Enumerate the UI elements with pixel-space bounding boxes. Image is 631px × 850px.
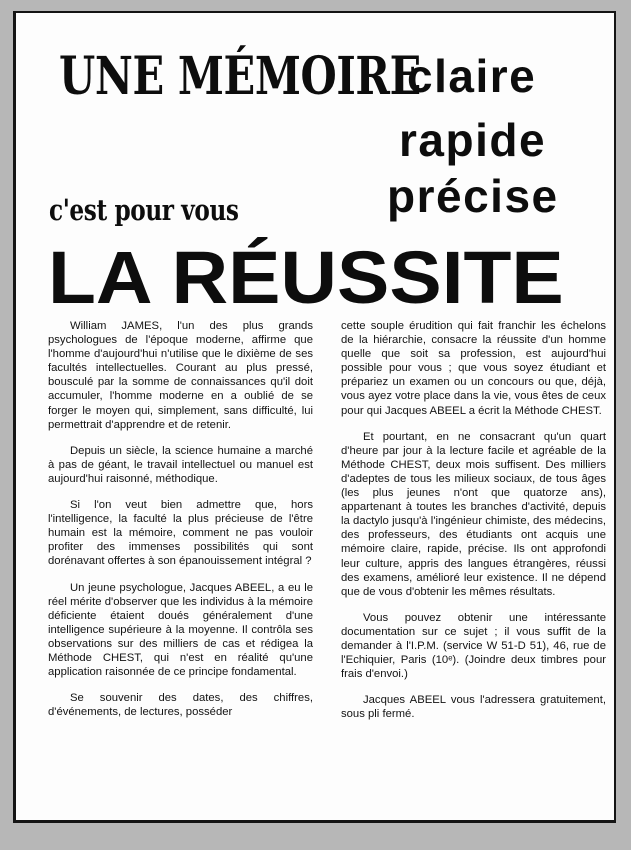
headline-rapide: rapide	[399, 114, 547, 166]
headline-kicker: c'est pour vous	[49, 193, 239, 227]
headline-block	[16, 13, 614, 318]
headline-une-memoire: UNE MÉMOIRE	[59, 46, 421, 107]
left-column	[48, 319, 313, 719]
paragraph: William JAMES, l'un des plus grands psychologues de l'époque moderne, affirme que l'homme d'aujourd'hui n'utilise que le dixième de ses facultés intellectuelles. Courant au plus pressé, bousculé par la somme de connaissances qu'il doit accumuler, l'homme moderne en a oublié de se forger le moyen qui, simplement, sans difficulté, lui permettrait d'apprendre et de retenir.	[48, 320, 313, 431]
advertisement-content	[16, 13, 614, 820]
paragraph: Si l'on veut bien admettre que, hors l'intelligence, la faculté la plus précieuse de l'être humain est la mémoire, comment ne pas vouloir profiter des immenses possibilités qui sont dorénavant offertes à son épanouissement intégral ?	[48, 499, 313, 568]
paragraph: cette souple érudition qui fait franchir les échelons de la hiérarchie, consacre la réussite d'un homme quelle que soit sa profession, est aujourd'hui possible pour vous ; que vous soyez étudiant et prépariez un examen ou un concours ou que, déjà, vous ayez votre place dans la vie, vous êtes de ceux pour qui Jacques ABEEL a écrit la Méthode CHEST.	[341, 320, 606, 417]
paragraph: Et pourtant, en ne consacrant qu'un quart d'heure par jour à la lecture facile et agréable de la Méthode CHEST, deux mois suffisent. Des milliers d'adeptes de tous les milieux sociaux, de tous âges (les plus jeunes n'ont que quatorze ans), appartenant à toutes les branches d'activité, depuis la dactylo jusqu'à l'ingénieur chimiste, des médecins, des professeurs, des étudiants ont acquis une mémoire claire, rapide, précise. Ils ont approfondi leur culture, appris des langues étrangères, réussi des examens, amélioré leur existence. Il ne dépend que de vous d'obtenir les mêmes résultats.	[341, 430, 606, 598]
body-text-block	[16, 319, 614, 820]
paragraph: Depuis un siècle, la science humaine a marché à pas de géant, le travail intellectuel ou manuel est aujourd'hui raisonné, méthodique.	[48, 444, 313, 485]
paragraph: Jacques ABEEL vous l'adressera gratuitement, sous pli fermé.	[341, 694, 606, 721]
paragraph: Se souvenir des dates, des chiffres, d'événements, de lectures, posséder	[48, 692, 313, 719]
advertisement-page	[13, 11, 616, 823]
paragraph: Un jeune psychologue, Jacques ABEEL, a eu le réel mérite d'observer que les individus à la mémoire déficiente étaient doués généralement d'une intelligence supérieure à la moyenne. Il contrôla ses observations sur des milliers de cas et rédigea la Méthode CHEST, qui n'est en réalité qu'une application raisonnée de ce principe fondamental.	[48, 581, 313, 679]
headline-la-reussite: LA RÉUSSITE	[48, 236, 564, 319]
paragraph: Vous pouvez obtenir une intéressante documentation sur ce sujet ; il vous suffit de la demander à l'I.P.M. (service W 51-D 51), 46, rue de l'Echiquier, Paris (10ᵉ). (Joindre deux timbres pour frais d'envoi.)	[341, 611, 606, 681]
headline-precise: précise	[387, 170, 559, 222]
two-column-layout	[48, 319, 606, 721]
right-column	[341, 319, 606, 721]
headline-claire: claire	[407, 50, 537, 102]
